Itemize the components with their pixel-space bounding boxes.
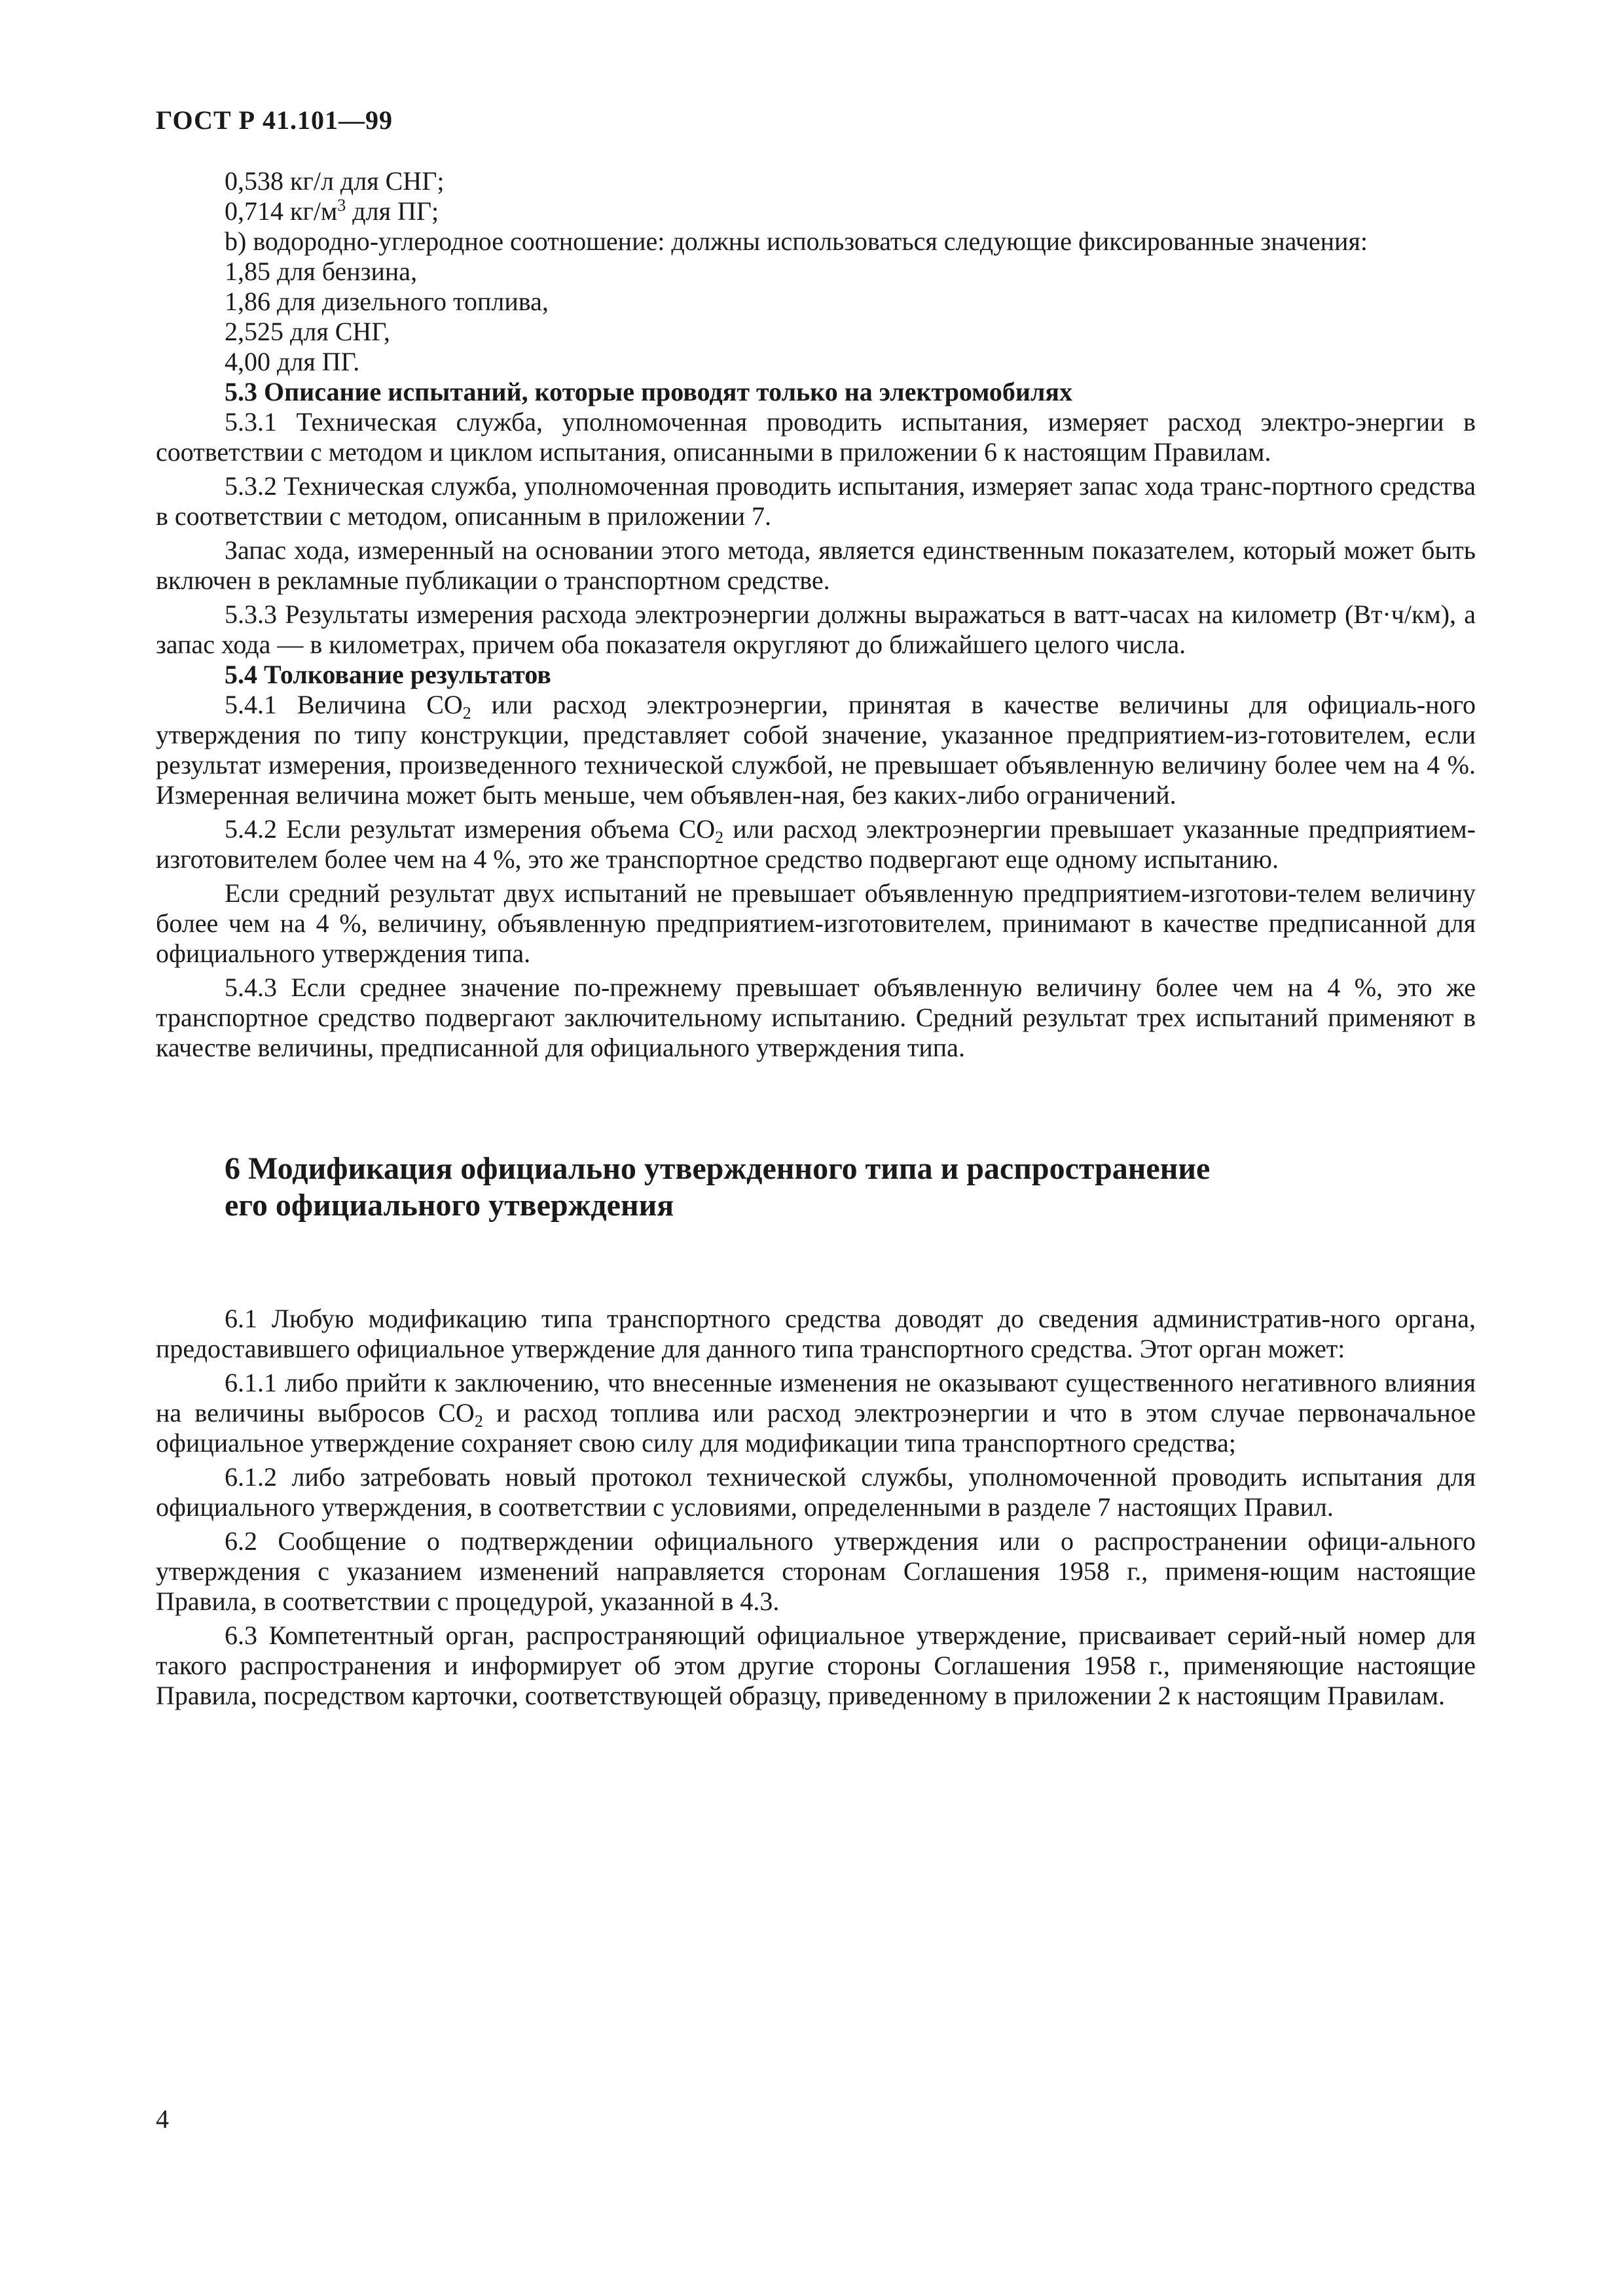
ratio-value: 2,525 для СНГ, [225, 317, 390, 346]
paragraph-5-4-2: 5.4.2 Если результат измерения объема $CO_2$ или расход электроэнергии превышает указанные предприятием-изготовителем более чем на 4 %, это же транспортное средство подвергают еще одному испытанию. [156, 814, 1476, 874]
paragraph-5-3-3: 5.3.3 Результаты измерения расхода электроэнергии должны выражаться в ватт-часах на километр (Вт·ч/км), а запас хода — в километрах, причем оба показателя округляют до ближайшего целого числа. [156, 600, 1476, 659]
paragraph-5-4-1: 5.4.1 Величина $CO_2$ или расход электроэнергии, принятая в качестве величины для официаль-ного утверждения по типу конструкции, представляет собой значение, указанное предприятием-из-готовителем, если результат измерения, произведенного технической службой, не превышает объявленную величину более чем на 4 %. Измеренная величина может быть меньше, чем объявлен-ная, без каких-либо ограничений. [156, 690, 1476, 810]
ratio-value: 1,86 для дизельного топлива, [225, 287, 549, 316]
paragraph-5-4-3: 5.4.3 Если среднее значение по-прежнему превышает объявленную величину более чем на 4 %, это же транспортное средство подвергают заключительному испытанию. Средний результат трех испытаний применяют в качестве величины, предписанной для официального утверждения типа. [156, 973, 1476, 1062]
ratio-value: 4,00 для ПГ. [225, 347, 360, 376]
paragraph-6-1-1: 6.1.1 либо прийти к заключению, что внесенные изменения не оказывают существенного негативного влияния на величины выбросов $CO_2$ и расход топлива или расход электроэнергии и что в этом случае первоначальное официальное утверждение сохраняет свою силу для модификации типа транспортного средства; [156, 1368, 1476, 1458]
density-line-ng: 0,714 $кг/м^3$ для ПГ; [225, 196, 439, 226]
section-5-4-heading: 5.4 Толкование результатов [225, 660, 551, 689]
paragraph-6-1: 6.1 Любую модификацию типа транспортного средства доводят до сведения административ-ного органа, предоставившего официальное утверждение для данного типа транспортного средства. Этот орган может: [156, 1304, 1476, 1363]
section-6-title: 6 Модификация официально утвержденного типа и распространение его официального утверждения [225, 1151, 1211, 1223]
paragraph-6-2: 6.2 Сообщение о подтверждении официального утверждения или о распространении офици-ального утверждения с указанием изменений направляется сторонам Соглашения 1958 г., применя-ющим настоящие Правила, в соответствии с процедурой, указанной в 4.3. [156, 1526, 1476, 1616]
section-5-3-heading: 5.3 Описание испытаний, которые проводят только на электромобилях [225, 377, 1073, 406]
paragraph-5-3-2: 5.3.2 Техническая служба, уполномоченная проводить испытания, измеряет запас хода транс-портного средства в соответствии с методом, описанным в приложении 7. [156, 471, 1476, 531]
paragraph-5-3-1: 5.3.1 Техническая служба, уполномоченная проводить испытания, измеряет расход электро-энергии в соответствии с методом и циклом испытания, описанными в приложении 6 к настоящим Правилам. [156, 407, 1476, 467]
page-number: 4 [156, 2104, 169, 2134]
paragraph-average-result: Если средний результат двух испытаний не превышает объявленную предприятием-изготови-телем величину более чем на 4 %, величину, объявленную предприятием-изготовителем, принимают в качестве предписанной для официального утверждения типа. [156, 878, 1476, 968]
paragraph-6-1-2: 6.1.2 либо затребовать новый протокол технической службы, уполномоченной проводить испытания для официального утверждения, в соответствии с условиями, определенными в разделе 7 настоящих Правил. [156, 1462, 1476, 1522]
document-code-header: ГОСТ Р 41.101—99 [156, 105, 393, 135]
density-line-lpg: 0,538 кг/л для СНГ; [225, 166, 445, 196]
paragraph-b: b) водородно-углеродное соотношение: должны использоваться следующие фиксированные значения: [225, 226, 1368, 256]
paragraph-6-3: 6.3 Компетентный орган, распространяющий официальное утверждение, присваивает серий-ный номер для такого распространения и информирует об этом другие стороны Соглашения 1958 г., применяющие настоящие Правила, посредством карточки, соответствующей образцу, приведенному в приложении 2 к настоящим Правилам. [156, 1621, 1476, 1710]
paragraph-range-note: Запас хода, измеренный на основании этого метода, является единственным показателем, который может быть включен в рекламные публикации о транспортном средстве. [156, 535, 1476, 595]
document-body [156, 166, 1476, 1711]
ratio-value: 1,85 для бензина, [225, 257, 418, 286]
